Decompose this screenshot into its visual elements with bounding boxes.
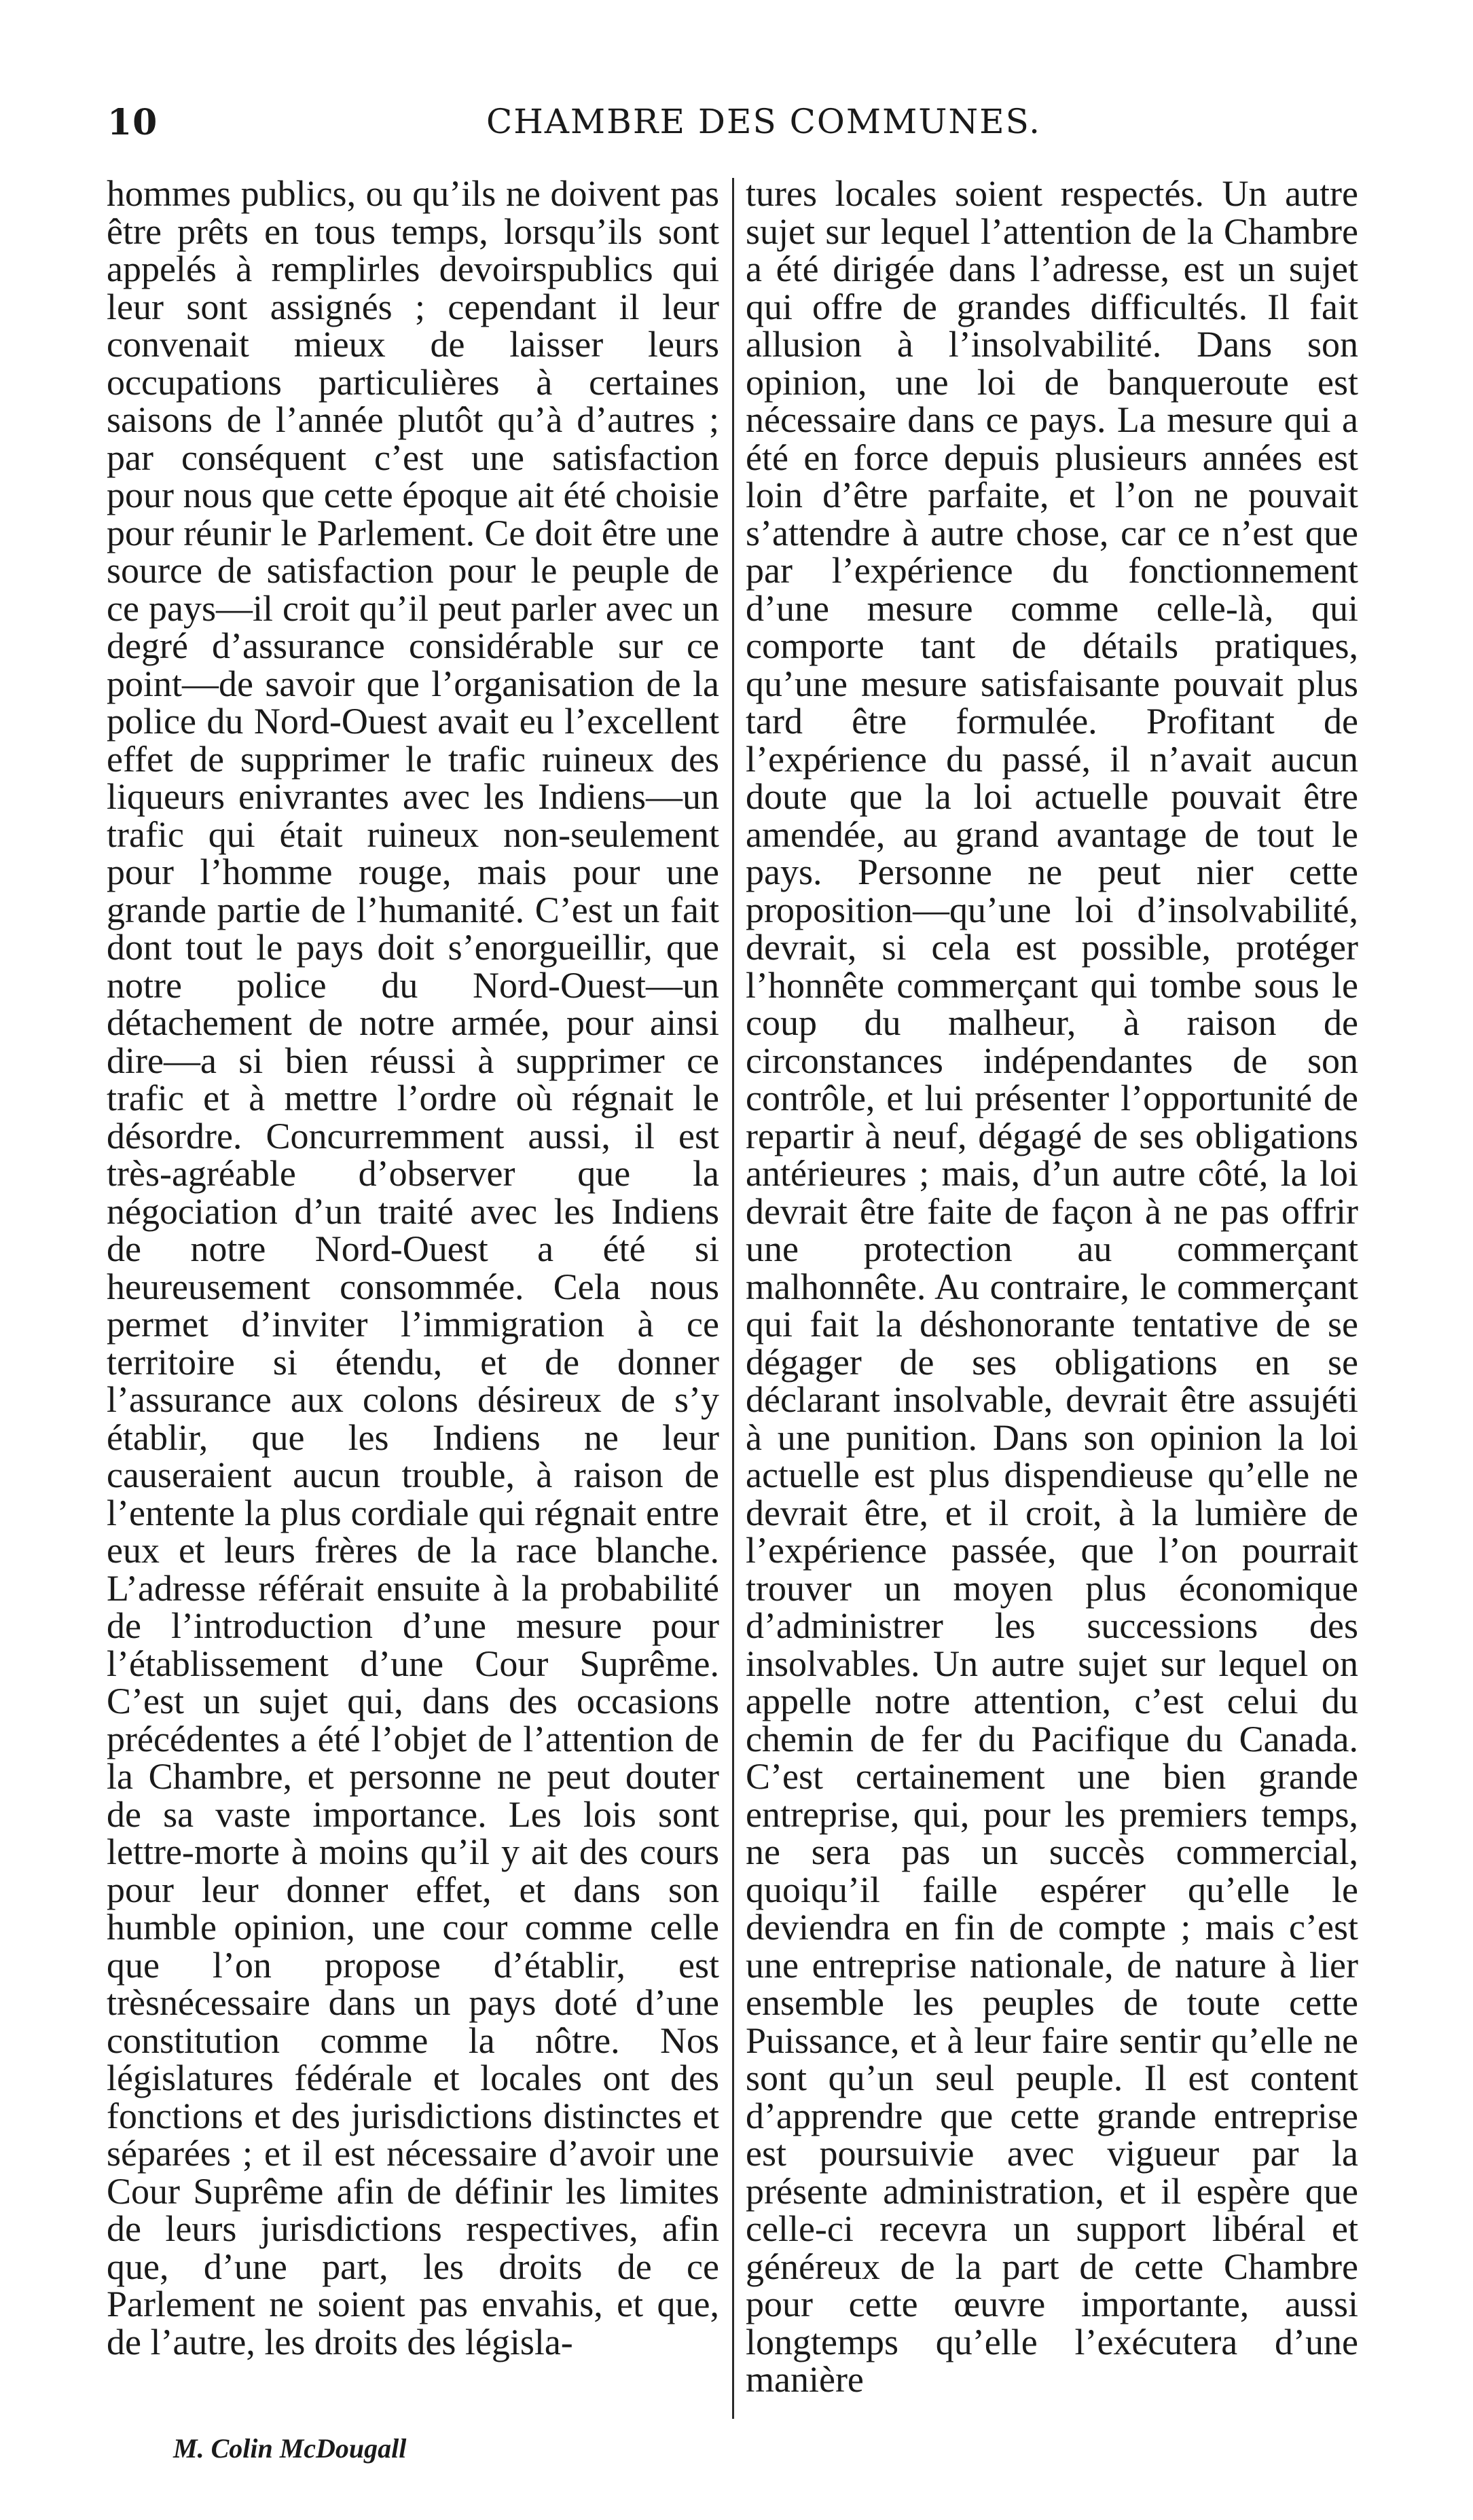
running-header: CHAMBRE DES COMMUNES. <box>486 102 1042 141</box>
column-divider <box>732 178 734 2419</box>
right-column-text: tures locales soient respectés. Un autre sujet sur lequel l’attention de la Chambre a été dirigée dans l’adresse, est un sujet qui offre de grandes difficultés. Il fait allusion à l’insolvabilité. Dans son opinion, une loi de banqueroute est nécessaire dans ce pays. La mesure qui a été en force depuis plusieurs années est loin d’être parfaite, et l’on ne pouvait s’attendre à autre chose, car ce n’est que par l’expérience du fonctionnement d’une mesure comme celle-là, qui comporte tant de détails pratiques, qu’une mesure satisfaisante pouvait plus tard être formulée. Profitant de l’expérience du passé, il n’avait aucun doute que la loi actuelle pouvait être amendée, au grand avantage de tout le pays. Personne ne peut nier cette proposition—qu’une loi d’insolvabilité, devrait, si cela est possible, protéger l’honnête commerçant qui tombe sous le coup du malheur, à raison de circonstances indépendantes de son contrôle, et lui présenter l’opportunité de repartir à neuf, dégagé de ses obligations antérieures ; mais, d’un autre côté, la loi devrait être faite de façon à ne pas offrir une protection au commerçant malhonnête. Au contraire, le commerçant qui fait la déshonorante tentative de se dégager de ses obligations en se déclarant insolvable, devrait être assujéti à une punition. Dans son opinion la loi actuelle est plus dispendieuse qu’elle ne devrait être, et il croit, à la lumière de l’expérience passée, que l’on pourrait trouver un moyen plus économique d’administrer les successions des insolvables. Un autre sujet sur lequel on appelle notre attention, c’est celui du chemin de fer du Pacifique du Canada. C’est certainement une bien grande entreprise, qui, pour les premiers temps, ne sera pas un succès commercial, quoiqu’il faille espérer qu’elle le deviendra en fin de compte ; mais c’est une entreprise nationale, de nature à lier ensemble les peuples de toute cette Puissance, et à leur faire sentir qu’elle ne sont qu’un seul peuple. Il est content d’apprendre que cette grande entreprise est poursuivie avec vigueur par la présente administration, et il espère que celle-ci recevra un support libéral et généreux de la part de cette Chambre pour cette œuvre importante, aussi longtemps qu’elle l’exécutera d’une manière <box>746 175 1358 2400</box>
page-number: 10 <box>107 102 158 143</box>
left-column-text: hommes publics, ou qu’ils ne doivent pas être prêts en tous temps, lorsqu’ils sont appelés à remplirles devoirspublics qui leur sont assignés ; cependant il leur convenait mieux de laisser leurs occupations particulières à certaines saisons de l’année plutôt qu’à d’autres ; par conséquent c’est une satisfaction pour nous que cette époque ait été choisie pour réunir le Parlement. Ce doit être une source de satisfaction pour le peuple de ce pays—il croit qu’il peut parler avec un degré d’assurance considérable sur ce point—de savoir que l’organisation de la police du Nord-Ouest avait eu l’excellent effet de supprimer le trafic ruineux des liqueurs enivrantes avec les Indiens—un trafic qui était ruineux non-seulement pour l’homme rouge, mais pour une grande partie de l’humanité. C’est un fait dont tout le pays doit s’enorgueillir, que notre police du Nord-Ouest—un détachement de notre armée, pour ainsi dire—a si bien réussi à supprimer ce trafic et à mettre l’ordre où régnait le désordre. Concurremment aussi, il est très-agréable d’observer que la négociation d’un traité avec les Indiens de notre Nord-Ouest a été si heureusement consommée. Cela nous permet d’inviter l’immigration à ce territoire si étendu, et de donner l’assurance aux colons désireux de s’y établir, que les Indiens ne leur causeraient aucun trouble, à raison de l’entente la plus cordiale qui régnait entre eux et leurs frères de la race blanche. L’adresse référait ensuite à la probabilité de l’introduction d’une mesure pour l’établissement d’une Cour Suprême. C’est un sujet qui, dans des occasions précédentes a été l’objet de l’attention de la Chambre, et personne ne peut douter de sa vaste importance. Les lois sont lettre-morte à moins qu’il y ait des cours pour leur donner effet, et dans son humble opinion, une cour comme celle que l’on propose d’établir, est trèsnécessaire dans un pays doté d’une constitution comme la nôtre. Nos législatures fédérale et locales ont des fonctions et des jurisdictions distinctes et séparées ; et il est nécessaire d’avoir une Cour Suprême afin de définir les limites de leurs jurisdictions respectives, afin que, d’une part, les droits de ce Parlement ne soient pas envahis, et que, de l’autre, les droits des législa- <box>107 175 719 2362</box>
speaker-signature: M. Colin McDougall <box>173 2433 407 2464</box>
